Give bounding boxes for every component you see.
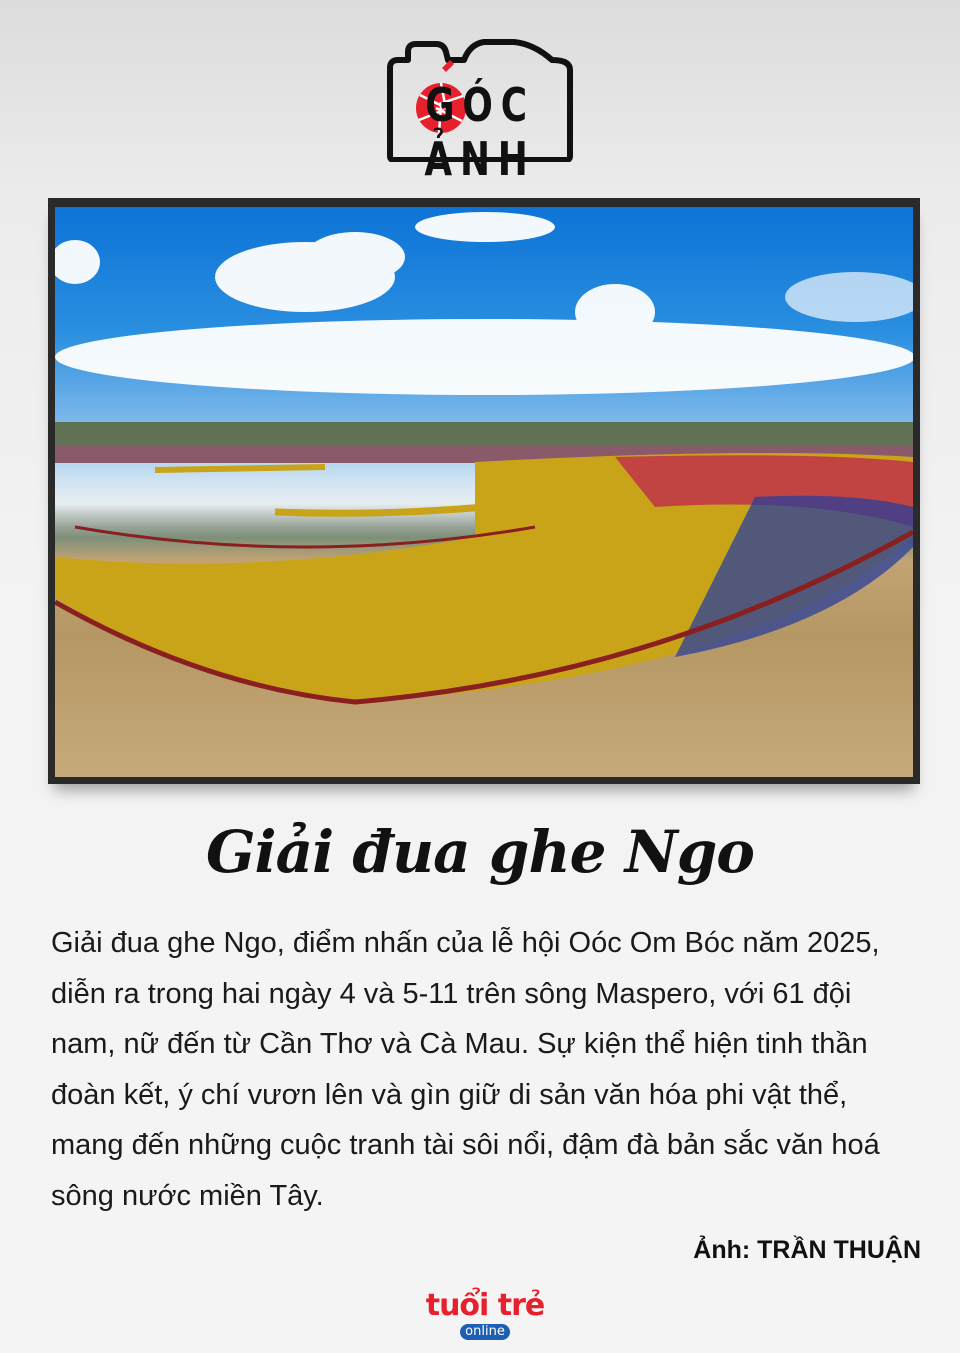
ngo-boat-race-photo xyxy=(55,207,913,777)
brand-sub: online xyxy=(460,1324,510,1340)
photo-credit: Ảnh: TRẦN THUẬN xyxy=(693,1236,921,1264)
distant-boat xyxy=(155,467,325,470)
article-text-block xyxy=(51,918,921,1265)
tuoi-tre-online-logo[interactable] xyxy=(420,1290,550,1340)
clouds xyxy=(55,212,913,395)
photo-illustration xyxy=(55,207,913,777)
goc-anh-logo xyxy=(384,38,576,186)
article-body: Giải đua ghe Ngo, điểm nhấn của lễ hội Oóc Om Bóc năm 2025, diễn ra trong hai ngày 4 và 5-11 trên sông Maspero, với 61 đội nam, nữ đến từ Cần Thơ và Cà Mau. Sự kiện thể hiện tinh thần đoàn kết, ý chí vươn lên và gìn giữ di sản văn hóa phi vật thể, mang đến những cuộc tranh tài sôi nổi, đậm đà bản sắc văn hoá sông nước miền Tây. xyxy=(51,927,880,1212)
photo-frame xyxy=(48,198,920,784)
article-title: Giải đua ghe Ngo xyxy=(206,818,754,886)
logo-text: GÓC ẢNH xyxy=(424,78,536,186)
brand-main: tuổi trẻ xyxy=(425,1288,545,1323)
